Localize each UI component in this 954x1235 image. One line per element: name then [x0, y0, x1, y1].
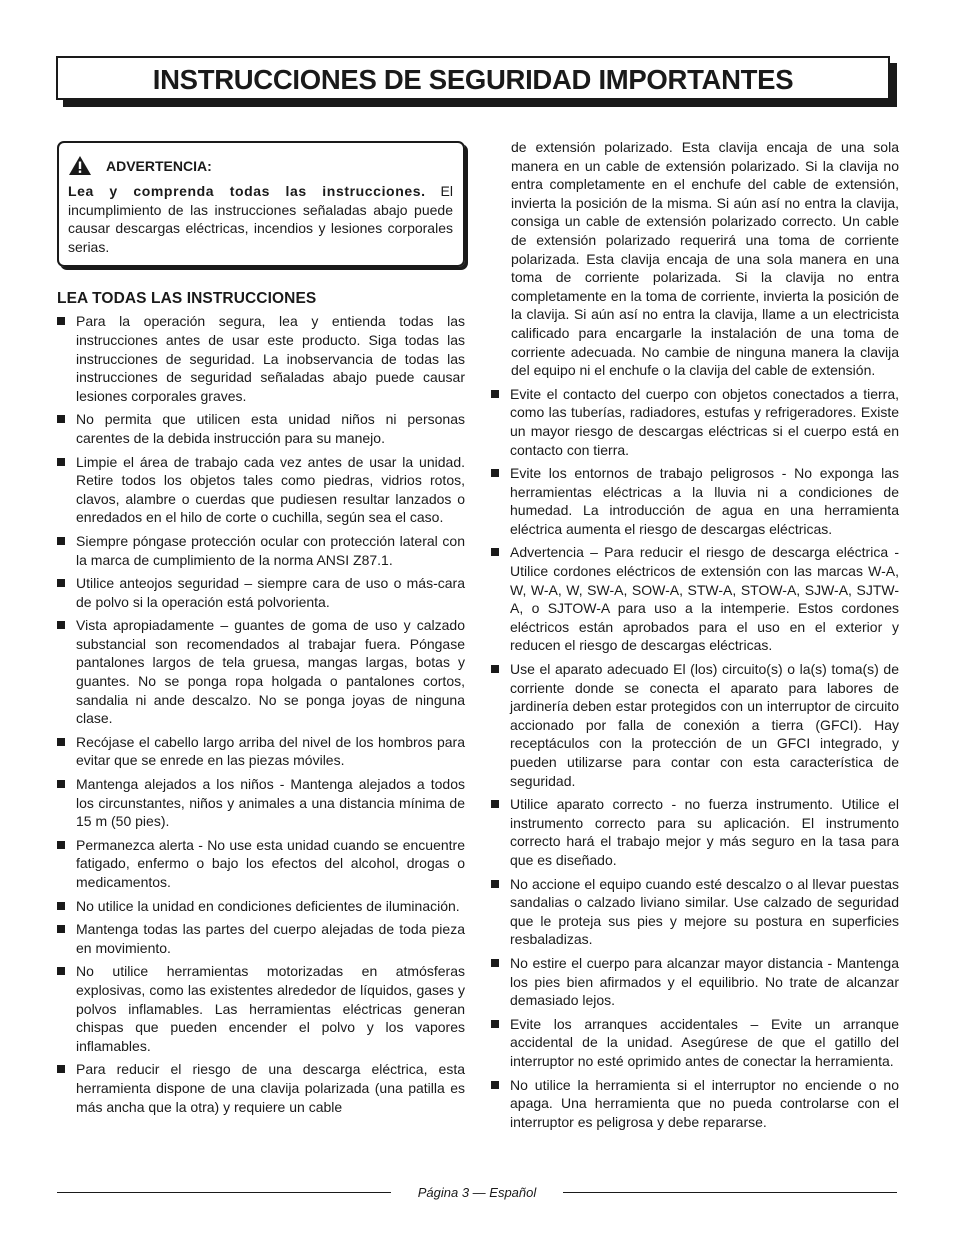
list-item-text: No utilice la herramienta si el interruptor no enciende o no apaga. Una herramienta que no pueda controlarse con el interruptor es peligrosa y debe repararse. [510, 1076, 899, 1130]
bullet-square-icon [57, 841, 65, 849]
footer-rule-right [563, 1192, 897, 1193]
warning-body: El incumplimiento de las instrucciones señaladas abajo puede causar descargas eléctricas, incendios y lesiones corporales serias. [68, 183, 453, 255]
list-item-text: Recójase el cabello largo arriba del nivel de los hombros para evitar que se enrede en las piezas móviles. [76, 733, 465, 769]
left-column [57, 141, 465, 1121]
left-instruction-list [57, 312, 465, 1116]
list-item-text: Limpie el área de trabajo cada vez antes de usar la unidad. Retire todos los objetos tales como piedras, vidrios rotos, clavos, alambre o cuerdas que pudiesen resultar lanzados o enredados en el hilo de corte o cuchilla, según sea el caso. [76, 453, 465, 526]
list-item [491, 464, 899, 538]
list-item-text: Siempre póngase protección ocular con protección lateral con la marca de cumplimiento de la norma ANSI Z87.1. [76, 532, 465, 568]
footer-rule-left [57, 1192, 391, 1193]
bullet-square-icon [491, 959, 499, 967]
right-instruction-list [491, 385, 899, 1132]
bullet-square-icon [57, 1065, 65, 1073]
list-item-text: No utilice herramientas motorizadas en atmósferas explosivas, como las existentes alrededor de líquidos, gases y polvos inflamables. Las herramientas eléctricas generan chispas que pueden encender el polvo y los vapores inflamables. [76, 963, 465, 1054]
warning-triangle-icon [68, 155, 92, 176]
bullet-square-icon [57, 458, 65, 466]
right-column [491, 138, 899, 1136]
warning-lead: Lea y comprenda todas las instrucciones. [68, 183, 426, 199]
warning-title: ADVERTENCIA: [106, 157, 212, 174]
list-item-text: Mantenga todas las partes del cuerpo alejadas de toda pieza en movimiento. [76, 921, 465, 956]
list-item [57, 410, 465, 447]
bullet-square-icon [57, 967, 65, 975]
list-item-text: No utilice la unidad en condiciones deficientes de iluminación. [76, 897, 460, 914]
list-item-text: Mantenga alejados a los niños - Mantenga alejados a todos los circunstantes, niños y animales a una distancia mínima de 15 m (50 pies). [76, 776, 465, 830]
bullet-square-icon [491, 469, 499, 477]
list-item [57, 733, 465, 770]
title-banner [56, 56, 890, 100]
list-item [491, 875, 899, 949]
list-item [57, 836, 465, 892]
list-item-text: No accione el equipo cuando esté descalzo o al llevar puestas sandalias o calzado liviano similar. Use calzado de seguridad que le proteja sus pies y mejore su postura en superficies resbaladizas. [510, 875, 899, 948]
bullet-square-icon [491, 390, 499, 398]
list-item-text: Vista apropiadamente – guantes de goma de uso y calzado substancial son recomendados al trabajar fuera. Póngase pantalones largos de tela gruesa, mangas largas, botas y guantes. No se ponga ropa holgada o pantalones cortos, sandalia ni ande descalzo. No se ponga joyas de ninguna clase. [76, 617, 465, 727]
bullet-square-icon [57, 738, 65, 746]
list-item [491, 660, 899, 790]
list-item [491, 954, 899, 1010]
bullet-square-icon [491, 800, 499, 808]
list-item-text: No estire el cuerpo para alcanzar mayor distancia - Mantenga los pies bien afirmados y el equilibrio. No trate de alcanzar demasiado lejos. [510, 954, 899, 1009]
warning-box [57, 141, 465, 267]
list-item [491, 1015, 899, 1071]
footer-page-label: Página 3 — Español [417, 1185, 537, 1200]
bullet-square-icon [57, 537, 65, 545]
bullet-square-icon [57, 925, 65, 933]
bullet-square-icon [491, 880, 499, 888]
bullet-square-icon [57, 780, 65, 788]
list-item [57, 616, 465, 728]
list-item-text: Permanezca alerta - No use esta unidad cuando se encuentre fatigado, enfermo o bajo los efectos del alcohol, drogas o medicamentos. [76, 836, 465, 890]
list-item [57, 775, 465, 831]
list-item-text: Evite los arranques accidentales – Evite un arranque accidental de la unidad. Asegúrese de que el gatillo del interruptor no esté oprimido antes de conectar la herramienta. [510, 1015, 899, 1069]
list-item [57, 897, 465, 916]
list-item-text: Utilice anteojos seguridad – siempre cara de uso o más-cara de polvo si la operación está polvorienta. [76, 575, 465, 610]
list-item [57, 574, 465, 611]
list-item [57, 312, 465, 405]
list-item [491, 543, 899, 655]
section-heading: LEA TODAS LAS INSTRUCCIONES [57, 290, 317, 308]
list-item-text: Utilice aparato correcto - no fuerza instrumento. Utilice el instrumento correcto para su aplicación. El instrumento correcto hará el trabajo mejor y más seguro en la tasa para que es diseñado. [510, 796, 899, 868]
list-item [57, 1060, 465, 1116]
bullet-square-icon [491, 665, 499, 673]
list-item [57, 532, 465, 569]
list-item [491, 1076, 899, 1132]
bullet-square-icon [57, 317, 65, 325]
list-item [57, 962, 465, 1055]
warning-text [68, 182, 453, 256]
list-item [57, 920, 465, 957]
bullet-square-icon [491, 1020, 499, 1028]
page-title: INSTRUCCIONES DE SEGURIDAD IMPORTANTES [152, 64, 794, 95]
list-item-text: No permita que utilicen esta unidad niños ni personas carentes de la debida instrucción para su manejo. [76, 411, 465, 446]
list-item-text: Advertencia – Para reducir el riesgo de descarga eléctrica - Utilice cordones eléctricos de extensión con las marcas W-A, W, W-A, W, SW-A, SOW-A, STW-A, STOW-A, SJW-A, SJTW-A, o SJTOW-A para uso a la intemperie. Estos cordones eléctricos están aprobados para el uso en el exterior y reducen el riesgo de descargas eléctricas. [510, 544, 899, 654]
warning-header [68, 155, 453, 176]
bullet-square-icon [491, 548, 499, 556]
list-item [491, 795, 899, 869]
list-item [491, 385, 899, 459]
list-item-text: Para reducir el riesgo de una descarga eléctrica, esta herramienta dispone de una clavija polarizada (una patilla es más ancha que la otra) y requiere un cable [76, 1061, 465, 1115]
list-item-text: Use el aparato adecuado El (los) circuito(s) o la(s) toma(s) de corriente donde se conecta el aparato para labores de jardinería deben estar protegidos con un interruptor de circuito accionado por falla de conexión a tierra (GFCI). Hay receptáculos con la protección de un GFCI integrado, y pueden utilizarse para contar con esta característica de seguridad. [510, 661, 899, 789]
bullet-square-icon [57, 415, 65, 423]
bullet-square-icon [57, 902, 65, 910]
list-item-text: Evite el contacto del cuerpo con objetos conectados a tierra, como las tuberías, radiadores, estufas y refrigeradores. Existe un mayor riesgo de descargas eléctricas si el cuerpo está en contacto con tierra. [510, 385, 899, 458]
continued-paragraph: de extensión polarizado. Esta clavija encaja de una sola manera en un cable de extensión polarizado. Si la clavija no entra completamente en el enchufe del cable de extensión, invierta la posición de la misma. Si aún así no entra la clavija, consiga un cable de extensión polarizado correcto. Un cable de extensión polarizado requerirá una toma de corriente polarizada. Esta clavija encaja de una sola manera en una toma de corriente polarizada. Si la clavija no entra completamente en la toma de corriente, invierta la posición de la clavija. Si aún así no entra la clavija, llame a un electricista calificado para encargarle la instalación de una toma de corriente adecuada. No cambie de ninguna manera la clavija del equipo ni el enchufe o la clavija del cable de extensión. [511, 139, 899, 379]
bullet-square-icon [491, 1081, 499, 1089]
list-item-text: Evite los entornos de trabajo peligrosos - No exponga las herramientas eléctricas a la lluvia ni a condiciones de humedad. La introducción de agua en una herramienta eléctrica aumenta el riesgo de descargas eléctricas. [510, 465, 899, 537]
bullet-square-icon [57, 621, 65, 629]
bullet-square-icon [57, 579, 65, 587]
list-item-text: Para la operación segura, lea y entienda todas las instrucciones antes de usar este producto. Siga todas las instrucciones de seguridad. La inobservancia de todas las instrucciones de seguridad señaladas abajo puede causar lesiones corporales graves. [76, 313, 465, 404]
list-item [57, 453, 465, 527]
